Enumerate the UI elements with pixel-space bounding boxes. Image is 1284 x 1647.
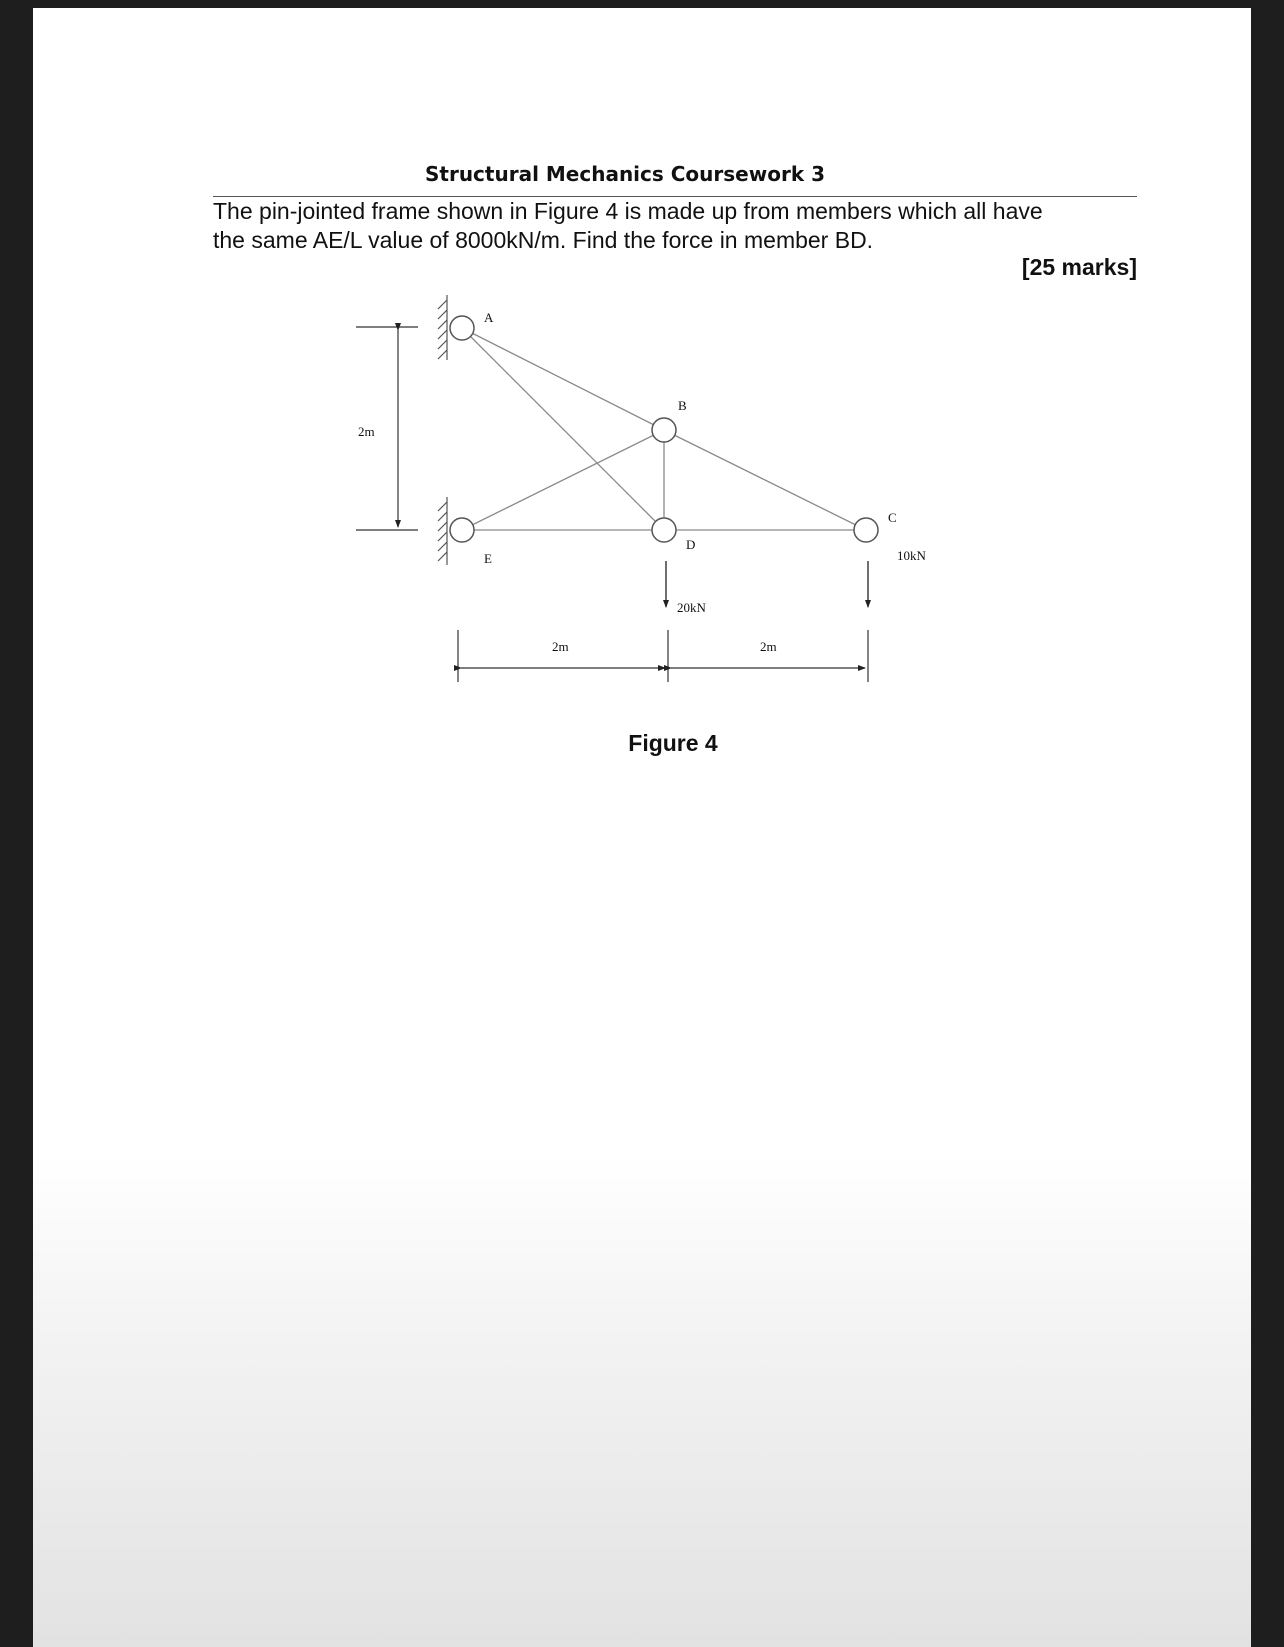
member-ad [462,328,664,530]
node-label-c: C [888,510,897,525]
wall-support-a [438,295,447,360]
member-eb [462,430,664,530]
joint-e [450,518,474,542]
joint-d [652,518,676,542]
node-label-d: D [686,537,696,552]
node-label-b: B [678,398,687,413]
member-bc [664,430,866,530]
figure-caption: Figure 4 [628,730,718,756]
node-label-a: A [484,310,494,325]
joint-a [450,316,474,340]
node-label-e: E [484,551,492,566]
joint-b [652,418,676,442]
marks-label: [25 marks] [1021,254,1137,280]
load-label-d: 20kN [677,600,706,615]
joint-c [854,518,878,542]
dim-span-left-label: 2m [552,639,569,654]
load-label-c: 10kN [897,548,926,563]
wall-support-e [438,497,447,565]
dim-height-label: 2m [358,424,375,439]
question-line-1: The pin-jointed frame shown in Figure 4 is made up from members which all have [213,198,1043,224]
page-title: Structural Mechanics Coursework 3 [424,162,826,186]
question-line-2: the same AE/L value of 8000kN/m. Find the force in member BD. [213,227,874,253]
dim-span-right-label: 2m [760,639,777,654]
member-ab [462,328,664,430]
